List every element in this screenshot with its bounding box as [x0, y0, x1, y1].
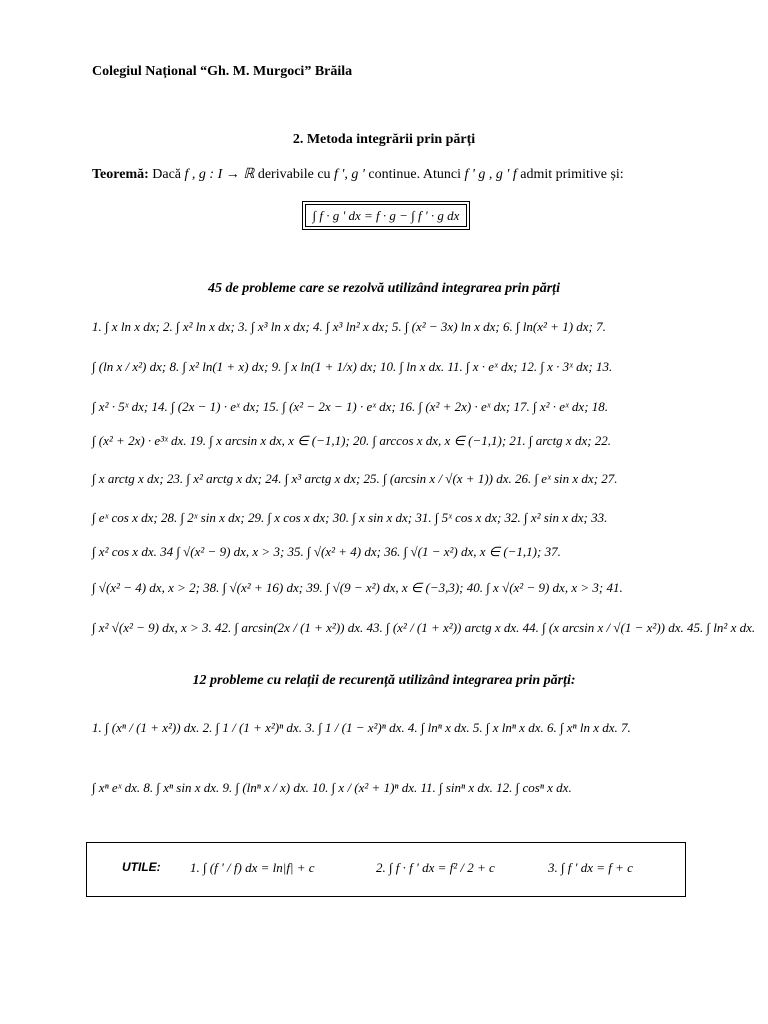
- useful-formulas-label: UTILE:: [122, 860, 161, 874]
- problem-line: ∫ √(x² − 4) dx, x > 2; 38. ∫ √(x² + 16) dx; 39. ∫ √(9 − x²) dx, x ∈ (−3,3); 40. ∫ x √(x² − 9) dx, x > 3; 41.: [92, 580, 623, 595]
- theorem-statement: [92, 166, 624, 183]
- theorem-text-a: Dacă: [148, 167, 185, 182]
- useful-formula-3: 3. ∫ f ' dx = f + c: [548, 860, 633, 875]
- recurrence-problem-line: ∫ xⁿ eˣ dx. 8. ∫ xⁿ sin x dx. 9. ∫ (lnⁿ x / x) dx. 10. ∫ x / (x² + 1)ⁿ dx. 11. ∫ sinⁿ x dx. 12. ∫ cosⁿ x dx.: [92, 780, 572, 795]
- section-title-12-recurrence-problems: 12 probleme cu relații de recurență utilizând integrarea prin părți:: [192, 673, 576, 688]
- problem-line: ∫ x arctg x dx; 23. ∫ x² arctg x dx; 24. ∫ x³ arctg x dx; 25. ∫ (arcsin x / √(x + 1)) dx. 26. ∫ eˣ sin x dx; 27.: [92, 471, 618, 486]
- theorem-text-b: derivabile cu: [254, 167, 335, 182]
- theorem-math-a: f , g : I → ℝ: [184, 167, 255, 182]
- problem-line: ∫ (x² + 2x) · e³ˣ dx. 19. ∫ x arcsin x dx, x ∈ (−1,1); 20. ∫ arccos x dx, x ∈ (−1,1); 21. ∫ arctg x dx; 22.: [92, 433, 612, 448]
- theorem-math-c: f ' g , g ' f: [464, 167, 517, 182]
- theorem-label: Teoremă:: [92, 167, 149, 182]
- page-title: 2. Metoda integrării prin părți: [292, 132, 476, 147]
- problem-line: ∫ (ln x / x²) dx; 8. ∫ x² ln(1 + x) dx; 9. ∫ x ln(1 + 1/x) dx; 10. ∫ ln x dx. 11. ∫ x · eˣ dx; 12. ∫ x · 3ˣ dx; 13.: [92, 359, 613, 374]
- theorem-text-c: continue. Atunci: [364, 167, 465, 182]
- problem-line: ∫ x² cos x dx. 34 ∫ √(x² − 9) dx, x > 3; 35. ∫ √(x² + 4) dx; 36. ∫ √(1 − x²) dx, x ∈ (−1,1); 37.: [92, 544, 561, 559]
- recurrence-problem-line: 1. ∫ (xⁿ / (1 + x²)) dx. 2. ∫ 1 / (1 + x²)ⁿ dx. 3. ∫ 1 / (1 − x²)ⁿ dx. 4. ∫ lnⁿ x dx. 5. ∫ x lnⁿ x dx. 6. ∫ xⁿ ln x dx. 7.: [92, 720, 631, 735]
- useful-formula-1: 1. ∫ (f ' / f) dx = ln|f| + c: [190, 860, 315, 875]
- section-title-45-problems: 45 de probleme care se rezolvă utilizând integrarea prin părți: [208, 281, 560, 296]
- problem-line: 1. ∫ x ln x dx; 2. ∫ x² ln x dx; 3. ∫ x³ ln x dx; 4. ∫ x³ ln² x dx; 5. ∫ (x² − 3x) ln x dx; 6. ∫ ln(x² + 1) dx; 7.: [92, 319, 606, 334]
- school-header: Colegiul Național “Gh. M. Murgoci” Brăila: [92, 64, 353, 79]
- theorem-math-b: f ', g ': [334, 167, 365, 182]
- problem-line: ∫ x² · 5ˣ dx; 14. ∫ (2x − 1) · eˣ dx; 15. ∫ (x² − 2x − 1) · eˣ dx; 16. ∫ (x² + 2x) · eˣ dx; 17. ∫ x² · eˣ dx; 18.: [92, 399, 609, 414]
- problem-line: ∫ eˣ cos x dx; 28. ∫ 2ˣ sin x dx; 29. ∫ x cos x dx; 30. ∫ x sin x dx; 31. ∫ 5ˣ cos x dx; 32. ∫ x² sin x dx; 33.: [92, 510, 608, 525]
- integration-by-parts-formula: ∫ f · g ' dx = f · g − ∫ f ' · g dx: [302, 201, 470, 230]
- theorem-text-d: admit primitive și:: [516, 167, 624, 182]
- problem-line: ∫ x² √(x² − 9) dx, x > 3. 42. ∫ arcsin(2x / (1 + x²)) dx. 43. ∫ (x² / (1 + x²)) arctg x dx. 44. ∫ (x arcsin x / √(1 − x²)) dx. 45. ∫ ln² x dx.: [92, 620, 756, 635]
- useful-formula-2: 2. ∫ f · f ' dx = f² / 2 + c: [376, 860, 495, 875]
